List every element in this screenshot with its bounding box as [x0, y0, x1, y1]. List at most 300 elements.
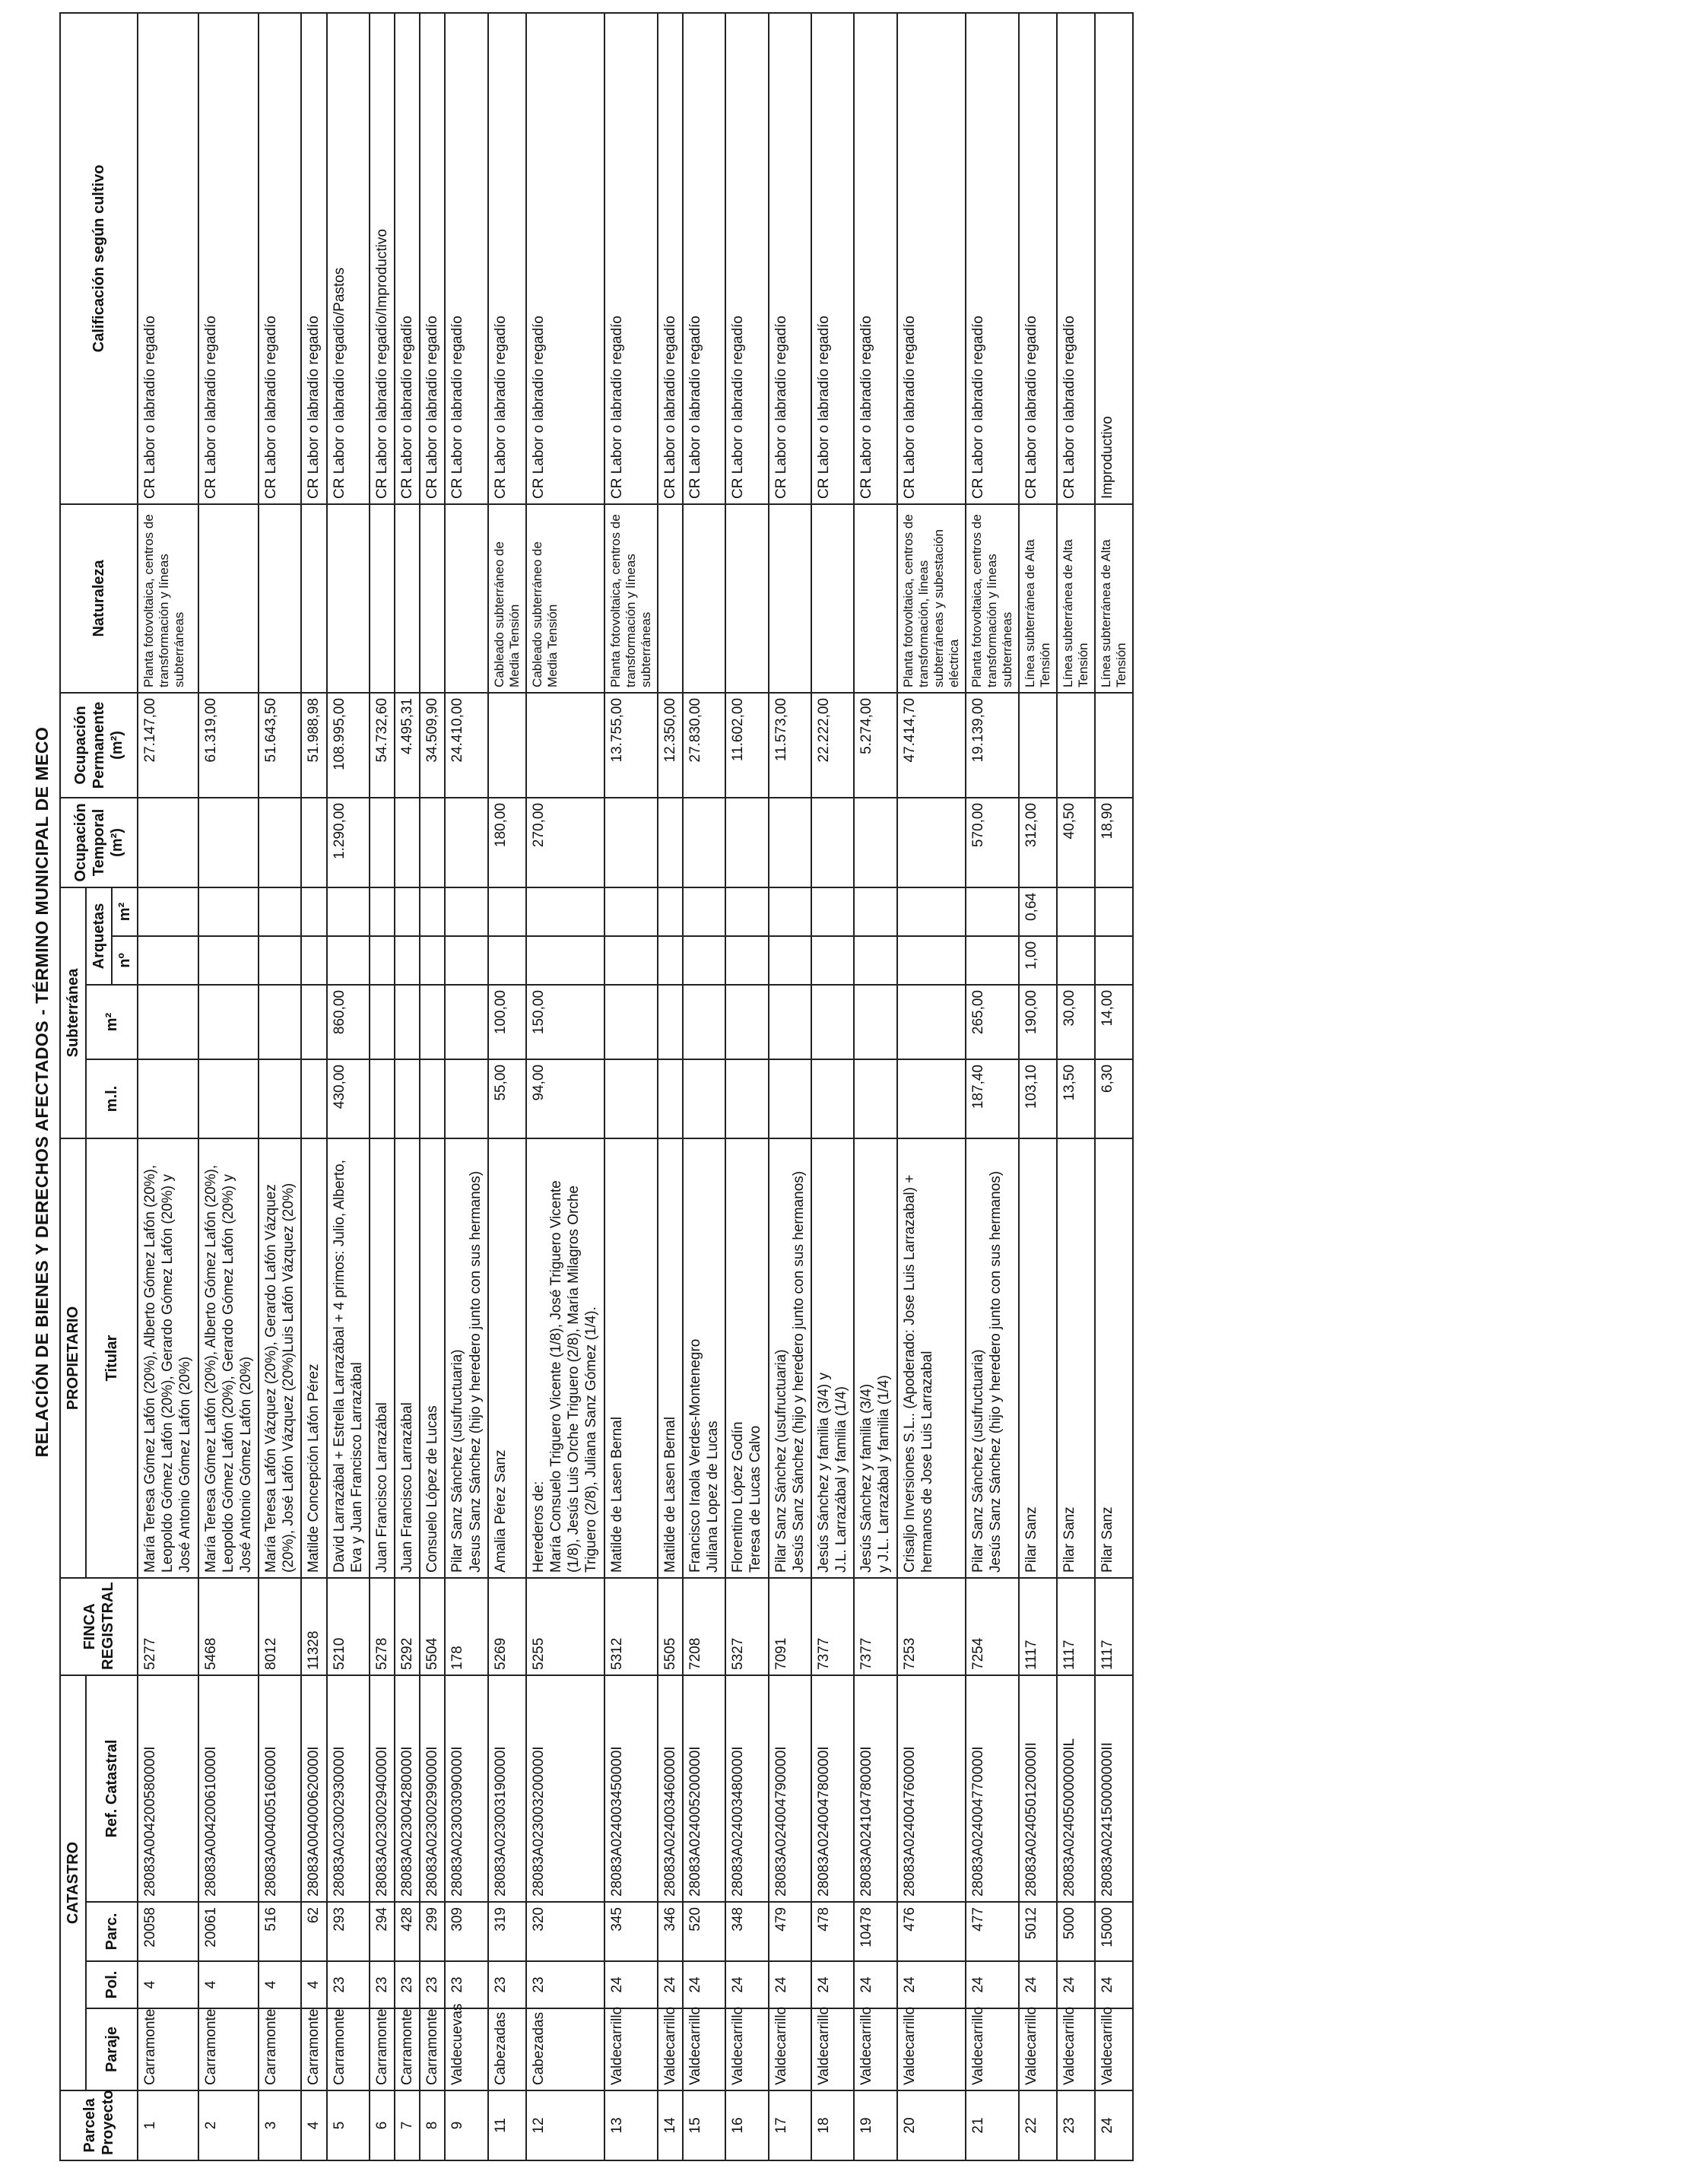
cell-paraje: Carramonte	[420, 2008, 445, 2090]
cell-ref-catastral: 28083A024004770000I	[966, 1675, 1019, 1902]
cell-m2	[395, 985, 420, 1059]
cell-finca-registral: 5468	[198, 1578, 259, 1675]
cell-ocupacion-temporal	[395, 798, 420, 887]
cell-finca-registral: 1117	[1095, 1578, 1133, 1675]
header-ml: m.l.	[86, 1059, 138, 1138]
cell-titular: Juan Francisco Larrazábal	[395, 1138, 420, 1578]
cell-titular: Pilar Sanz Sánchez (usufructuaria) Jesús Sanz Sánchez (hijo y heredero junto con sus hermanos)	[966, 1138, 1019, 1578]
cell-ocupacion-temporal: 40,50	[1057, 798, 1095, 887]
cell-ml: 55,00	[488, 1059, 526, 1138]
cell-arquetas-m2: 0,64	[1019, 887, 1057, 936]
cell-m2	[769, 985, 811, 1059]
cell-ml	[370, 1059, 395, 1138]
cell-parcela: 11	[488, 2090, 526, 2160]
cell-finca-registral: 7208	[683, 1578, 725, 1675]
cell-pol: 23	[488, 1961, 526, 2008]
cell-parc: 309	[445, 1902, 487, 1961]
cell-m2: 190,00	[1019, 985, 1057, 1059]
cell-parc: 20058	[138, 1902, 198, 1961]
cell-calificacion: CR Labor o labradío regadío	[725, 13, 768, 504]
cell-ocupacion-temporal	[138, 798, 198, 887]
header-ref-catastral: Ref. Catastral	[86, 1675, 138, 1902]
cell-ref-catastral: 28083A023002990000I	[420, 1675, 445, 1902]
cell-ml	[897, 1059, 966, 1138]
cell-arquetas-m2	[658, 887, 683, 936]
table-row	[854, 13, 896, 2160]
cell-parcela: 3	[259, 2090, 301, 2160]
cell-parcela: 2	[198, 2090, 259, 2160]
cell-finca-registral: 1117	[1019, 1578, 1057, 1675]
cell-ml	[259, 1059, 301, 1138]
cell-arquetas-numero	[897, 936, 966, 985]
cell-naturaleza: Planta fotovoltaica, centros de transformación y líneas subterráneas	[138, 504, 198, 693]
cell-ocupacion-temporal	[658, 798, 683, 887]
cell-parcela: 22	[1019, 2090, 1057, 2160]
cell-paraje: Valdecarrillo	[769, 2008, 811, 2090]
table-row	[327, 13, 370, 2160]
cell-paraje: Valdecarrillo	[811, 2008, 854, 2090]
cell-ocupacion-temporal	[811, 798, 854, 887]
cell-ocupacion-temporal	[604, 798, 658, 887]
cell-pol: 24	[966, 1961, 1019, 2008]
cell-ml: 6,30	[1095, 1059, 1133, 1138]
cell-arquetas-m2	[1057, 887, 1095, 936]
cell-naturaleza	[811, 504, 854, 693]
cell-pol: 23	[445, 1961, 487, 2008]
cell-parcela: 1	[138, 2090, 198, 2160]
cell-ocupacion-permanente	[526, 693, 604, 798]
cell-arquetas-m2	[488, 887, 526, 936]
cell-calificacion: CR Labor o labradío regadío	[488, 13, 526, 504]
cell-ml	[198, 1059, 259, 1138]
cell-parc: 319	[488, 1902, 526, 1961]
cell-ocupacion-permanente: 47.414,70	[897, 693, 966, 798]
cell-naturaleza: Planta fotovoltaica, centros de transformación y líneas subterráneas	[966, 504, 1019, 693]
cell-arquetas-numero	[198, 936, 259, 985]
cell-parc: 478	[811, 1902, 854, 1961]
cell-ocupacion-permanente: 13.755,00	[604, 693, 658, 798]
cell-calificacion: Improductivo	[1095, 13, 1133, 504]
cell-calificacion: CR Labor o labradío regadío	[658, 13, 683, 504]
cell-finca-registral: 5278	[370, 1578, 395, 1675]
table-row	[725, 13, 768, 2160]
cell-arquetas-numero	[854, 936, 896, 985]
cell-ocupacion-temporal: 312,00	[1019, 798, 1057, 887]
cell-finca-registral: 5312	[604, 1578, 658, 1675]
cell-ocupacion-permanente	[1019, 693, 1057, 798]
cell-parc: 516	[259, 1902, 301, 1961]
cell-ocupacion-temporal: 270,00	[526, 798, 604, 887]
cell-paraje: Valdecarrillo	[1019, 2008, 1057, 2090]
cell-pol: 24	[604, 1961, 658, 2008]
cell-parc: 62	[301, 1902, 326, 1961]
header-parcela-proyecto: Parcela Proyecto	[60, 2090, 138, 2160]
cell-parcela: 8	[420, 2090, 445, 2160]
cell-ml: 187,40	[966, 1059, 1019, 1138]
cell-m2	[658, 985, 683, 1059]
cell-ocupacion-temporal	[854, 798, 896, 887]
cell-calificacion: CR Labor o labradío regadío	[966, 13, 1019, 504]
cell-ocupacion-temporal	[301, 798, 326, 887]
cell-arquetas-m2	[445, 887, 487, 936]
cell-paraje: Valdecuevas	[445, 2008, 487, 2090]
table-row	[301, 13, 326, 2160]
cell-paraje: Valdecarrillo	[604, 2008, 658, 2090]
cell-calificacion: CR Labor o labradío regadío	[811, 13, 854, 504]
cell-calificacion: CR Labor o labradío regadío	[897, 13, 966, 504]
cell-parc: 320	[526, 1902, 604, 1961]
header-ocupacion-permanente: Ocupación Permanente (m²)	[60, 693, 138, 798]
cell-ocupacion-permanente	[488, 693, 526, 798]
cell-ocupacion-temporal	[420, 798, 445, 887]
header-finca-registral: FINCA REGISTRAL	[60, 1578, 138, 1675]
cell-ocupacion-permanente: 5.274,00	[854, 693, 896, 798]
cell-paraje: Valdecarrillo	[854, 2008, 896, 2090]
table-row	[966, 13, 1019, 2160]
cell-calificacion: CR Labor o labradío regadío	[854, 13, 896, 504]
cell-calificacion: CR Labor o labradío regadío	[395, 13, 420, 504]
cell-m2: 860,00	[327, 985, 370, 1059]
cell-finca-registral: 178	[445, 1578, 487, 1675]
cell-arquetas-numero	[259, 936, 301, 985]
cell-naturaleza: Línea subterránea de Alta Tensión	[1095, 504, 1133, 693]
cell-parcela: 17	[769, 2090, 811, 2160]
cell-ocupacion-permanente: 11.602,00	[725, 693, 768, 798]
cell-arquetas-m2	[370, 887, 395, 936]
cell-ocupacion-permanente: 27.147,00	[138, 693, 198, 798]
cell-titular: Pilar Sanz Sánchez (usufructuaria) Jesus Sanz Sánchez (hijo y heredero junto con sus hermanos)	[445, 1138, 487, 1578]
table-row	[370, 13, 395, 2160]
cell-arquetas-numero	[420, 936, 445, 985]
cell-ref-catastral: 28083A024004780000I	[811, 1675, 854, 1902]
cell-m2: 150,00	[526, 985, 604, 1059]
table-row	[488, 13, 526, 2160]
cell-titular: David Larrazábal + Estrella Larrazábal + 4 primos: Julio, Alberto, Eva y Juan Francisco Larrazábal	[327, 1138, 370, 1578]
cell-m2	[897, 985, 966, 1059]
cell-m2	[811, 985, 854, 1059]
cell-parcela: 13	[604, 2090, 658, 2160]
table-row	[198, 13, 259, 2160]
cell-ml: 94,00	[526, 1059, 604, 1138]
cell-pol: 24	[854, 1961, 896, 2008]
cell-naturaleza	[658, 504, 683, 693]
cell-titular: Matilde Concepción Lafón Pérez	[301, 1138, 326, 1578]
cell-naturaleza: Línea subterránea de Alta Tensión	[1057, 504, 1095, 693]
cell-ocupacion-temporal	[769, 798, 811, 887]
cell-paraje: Valdecarrillo	[658, 2008, 683, 2090]
cell-pol: 4	[138, 1961, 198, 2008]
cell-parcela: 6	[370, 2090, 395, 2160]
cell-ref-catastral: 28083A004000620000I	[301, 1675, 326, 1902]
cell-parc: 293	[327, 1902, 370, 1961]
cell-ocupacion-permanente: 12.350,00	[658, 693, 683, 798]
cell-paraje: Carramonte	[327, 2008, 370, 2090]
cell-naturaleza	[259, 504, 301, 693]
cell-ref-catastral: 28083A023003090000I	[445, 1675, 487, 1902]
cell-paraje: Carramonte	[370, 2008, 395, 2090]
cell-ocupacion-permanente: 54.732,60	[370, 693, 395, 798]
table-row	[259, 13, 301, 2160]
cell-arquetas-m2	[526, 887, 604, 936]
cell-calificacion: CR Labor o labradío regadío	[259, 13, 301, 504]
cell-arquetas-numero	[445, 936, 487, 985]
cell-ml	[301, 1059, 326, 1138]
cell-ocupacion-temporal	[897, 798, 966, 887]
cell-arquetas-numero	[395, 936, 420, 985]
table-row	[897, 13, 966, 2160]
cell-finca-registral: 5504	[420, 1578, 445, 1675]
cell-m2	[198, 985, 259, 1059]
cell-arquetas-numero	[488, 936, 526, 985]
cell-arquetas-numero	[604, 936, 658, 985]
cell-finca-registral: 5277	[138, 1578, 198, 1675]
cell-calificacion: CR Labor o labradío regadío	[301, 13, 326, 504]
cell-ocupacion-permanente: 19.139,00	[966, 693, 1019, 798]
cell-m2	[725, 985, 768, 1059]
table-row	[420, 13, 445, 2160]
cell-ml	[445, 1059, 487, 1138]
cell-ocupacion-temporal	[725, 798, 768, 887]
cell-naturaleza	[420, 504, 445, 693]
cell-arquetas-numero	[138, 936, 198, 985]
cell-naturaleza: Planta fotovoltaica, centros de transformación, líneas subterráneas y subestación eléctrica	[897, 504, 966, 693]
cell-pol: 24	[683, 1961, 725, 2008]
cell-ref-catastral: 28083A024005200000I	[683, 1675, 725, 1902]
table-row	[395, 13, 420, 2160]
table-row	[138, 13, 198, 2160]
cell-arquetas-m2	[725, 887, 768, 936]
cell-parcela: 23	[1057, 2090, 1095, 2160]
header-paraje: Paraje	[86, 2008, 138, 2090]
cell-ocupacion-permanente: 11.573,00	[769, 693, 811, 798]
cell-naturaleza: Planta fotovoltaica, centros de transformación y líneas subterráneas	[604, 504, 658, 693]
cell-arquetas-numero	[370, 936, 395, 985]
cell-titular: Herederos de: María Consuelo Triguero Vicente (1/8), José Triguero Vicente (1/8), Jesús Luis Orche Triguero (2/8), María Milagros Orche Triguero (2/8), Juliana Sanz Gómez (1/4).	[526, 1138, 604, 1578]
cell-finca-registral: 5327	[725, 1578, 768, 1675]
cell-finca-registral: 8012	[259, 1578, 301, 1675]
cell-titular: Matilde de Lasen Bernal	[658, 1138, 683, 1578]
cell-pol: 24	[811, 1961, 854, 2008]
cell-titular: Consuelo López de Lucas	[420, 1138, 445, 1578]
header-arquetas: Arquetas	[86, 887, 112, 985]
cell-arquetas-numero	[658, 936, 683, 985]
cell-m2	[683, 985, 725, 1059]
cell-parcela: 5	[327, 2090, 370, 2160]
cell-naturaleza: Línea subterránea de Alta Tensión	[1019, 504, 1057, 693]
cell-ml	[420, 1059, 445, 1138]
cell-naturaleza	[370, 504, 395, 693]
cell-calificacion: CR Labor o labradío regadío	[445, 13, 487, 504]
cell-ref-catastral: 28083A024004760000I	[897, 1675, 966, 1902]
cell-paraje: Carramonte	[395, 2008, 420, 2090]
cell-calificacion: CR Labor o labradío regadío	[138, 13, 198, 504]
cell-parcela: 16	[725, 2090, 768, 2160]
cell-ml	[604, 1059, 658, 1138]
cell-naturaleza	[683, 504, 725, 693]
cell-arquetas-numero: 1,00	[1019, 936, 1057, 985]
page-title: RELACIÓN DE BIENES Y DERECHOS AFECTADOS - TÉRMINO MUNICIPAL DE MECO	[32, 726, 52, 1458]
cell-parc: 5012	[1019, 1902, 1057, 1961]
cell-arquetas-numero	[811, 936, 854, 985]
cell-parcela: 15	[683, 2090, 725, 2160]
cell-arquetas-m2	[897, 887, 966, 936]
cell-ref-catastral: 28083A023004280000I	[395, 1675, 420, 1902]
table-row	[811, 13, 854, 2160]
cell-ref-catastral: 28083A004200580000I	[138, 1675, 198, 1902]
cell-paraje: Valdecarrillo	[966, 2008, 1019, 2090]
cell-naturaleza	[301, 504, 326, 693]
cell-parc: 15000	[1095, 1902, 1133, 1961]
cell-ref-catastral: 28083A004005160000I	[259, 1675, 301, 1902]
cell-arquetas-m2	[327, 887, 370, 936]
table-row	[604, 13, 658, 2160]
cell-paraje: Valdecarrillo	[725, 2008, 768, 2090]
cell-arquetas-numero	[526, 936, 604, 985]
cell-ml	[854, 1059, 896, 1138]
cell-arquetas-numero	[725, 936, 768, 985]
cell-parc: 477	[966, 1902, 1019, 1961]
cell-ocupacion-permanente: 22.222,00	[811, 693, 854, 798]
cell-arquetas-numero	[683, 936, 725, 985]
cell-paraje: Carramonte	[259, 2008, 301, 2090]
cell-ref-catastral: 28083A024003460000I	[658, 1675, 683, 1902]
header-parc: Parc.	[86, 1902, 138, 1961]
cell-m2	[854, 985, 896, 1059]
cell-paraje: Carramonte	[138, 2008, 198, 2090]
cell-arquetas-m2	[769, 887, 811, 936]
cell-m2: 14,00	[1095, 985, 1133, 1059]
cell-arquetas-numero	[301, 936, 326, 985]
table-row	[769, 13, 811, 2160]
cell-titular: Pilar Sanz Sánchez (usufructuaria) Jesús Sanz Sánchez (hijo y heredero junto con sus hermanos)	[769, 1138, 811, 1578]
cell-parcela: 21	[966, 2090, 1019, 2160]
header-arquetas-m2: m²	[112, 887, 138, 936]
cell-titular: Pilar Sanz	[1057, 1138, 1095, 1578]
cell-naturaleza	[395, 504, 420, 693]
cell-m2	[445, 985, 487, 1059]
cell-calificacion: CR Labor o labradío regadío	[604, 13, 658, 504]
cell-finca-registral: 5269	[488, 1578, 526, 1675]
cell-ocupacion-permanente	[1057, 693, 1095, 798]
cell-ocupacion-permanente	[1095, 693, 1133, 798]
cell-ocupacion-temporal	[370, 798, 395, 887]
cell-pol: 24	[769, 1961, 811, 2008]
cell-parcela: 12	[526, 2090, 604, 2160]
cell-calificacion: CR Labor o labradío regadío	[198, 13, 259, 504]
header-calificacion: Calificación según cultivo	[60, 13, 138, 504]
cell-parcela: 24	[1095, 2090, 1133, 2160]
cell-pol: 23	[327, 1961, 370, 2008]
cell-ocupacion-temporal: 1.290,00	[327, 798, 370, 887]
cell-ml: 13,50	[1057, 1059, 1095, 1138]
cell-ml	[138, 1059, 198, 1138]
cell-titular: María Teresa Gómez Lafón (20%), Alberto Gómez Lafón (20%), Leopoldo Gómez Lafón (20%), Gerardo Gómez Lafón (20%) y José Antonio Gómez Lafón (20%)	[198, 1138, 259, 1578]
cell-ml	[658, 1059, 683, 1138]
cell-ocupacion-temporal: 180,00	[488, 798, 526, 887]
cell-parcela: 19	[854, 2090, 896, 2160]
cell-ref-catastral: 28083A024150000000II	[1095, 1675, 1133, 1902]
cell-parc: 10478	[854, 1902, 896, 1961]
table-row	[1019, 13, 1057, 2160]
cell-parcela: 20	[897, 2090, 966, 2160]
cell-ref-catastral: 28083A023002930000I	[327, 1675, 370, 1902]
cell-ml	[769, 1059, 811, 1138]
cell-ref-catastral: 28083A023002940000I	[370, 1675, 395, 1902]
cell-ocupacion-temporal	[198, 798, 259, 887]
cell-parc: 346	[658, 1902, 683, 1961]
cell-arquetas-numero	[769, 936, 811, 985]
cell-naturaleza	[769, 504, 811, 693]
cell-arquetas-m2	[198, 887, 259, 936]
cell-naturaleza: Cableado subterráneo de Media Tensión	[526, 504, 604, 693]
cell-arquetas-m2	[301, 887, 326, 936]
cell-ocupacion-temporal	[259, 798, 301, 887]
table-container	[59, 12, 1134, 2161]
cell-ocupacion-permanente: 61.319,00	[198, 693, 259, 798]
cell-naturaleza	[725, 504, 768, 693]
cell-arquetas-m2	[420, 887, 445, 936]
header-propietario: PROPIETARIO	[60, 1138, 86, 1578]
cell-parcela: 9	[445, 2090, 487, 2160]
cell-ocupacion-permanente: 27.830,00	[683, 693, 725, 798]
cell-calificacion: CR Labor o labradío regadío	[526, 13, 604, 504]
cell-ref-catastral: 28083A024050120000II	[1019, 1675, 1057, 1902]
cell-ref-catastral: 28083A023003190000I	[488, 1675, 526, 1902]
cell-titular: Juan Francisco Larrazábal	[370, 1138, 395, 1578]
cell-arquetas-m2	[854, 887, 896, 936]
cell-parcela: 14	[658, 2090, 683, 2160]
cell-parc: 5000	[1057, 1902, 1095, 1961]
cell-ocupacion-temporal: 570,00	[966, 798, 1019, 887]
cell-paraje: Valdecarrillo	[897, 2008, 966, 2090]
cell-pol: 23	[526, 1961, 604, 2008]
header-arquetas-numero: nº	[112, 936, 138, 985]
cell-parc: 345	[604, 1902, 658, 1961]
cell-ref-catastral: 28083A023003200000I	[526, 1675, 604, 1902]
cell-ocupacion-permanente: 4.495,31	[395, 693, 420, 798]
cell-pol: 24	[725, 1961, 768, 2008]
cell-ocupacion-temporal: 18,90	[1095, 798, 1133, 887]
cell-ml	[725, 1059, 768, 1138]
cell-parc: 294	[370, 1902, 395, 1961]
cell-naturaleza	[445, 504, 487, 693]
table-row	[445, 13, 487, 2160]
cell-paraje: Carramonte	[198, 2008, 259, 2090]
cell-ref-catastral: 28083A024003450000I	[604, 1675, 658, 1902]
affected-properties-table	[59, 12, 1134, 2161]
cell-parc: 476	[897, 1902, 966, 1961]
cell-arquetas-m2	[1095, 887, 1133, 936]
cell-titular: Crisaljo Inversiones S.L.. (Apoderado: Jose Luis Larrazabal) + hermanos de Jose Luis Larrazabal	[897, 1138, 966, 1578]
cell-ref-catastral: 28083A024050000000IL	[1057, 1675, 1095, 1902]
cell-paraje: Valdecarrillo	[683, 2008, 725, 2090]
cell-ocupacion-permanente: 34.509,90	[420, 693, 445, 798]
cell-titular: Pilar Sanz	[1019, 1138, 1057, 1578]
cell-pol: 23	[420, 1961, 445, 2008]
cell-calificacion: CR Labor o labradío regadío	[683, 13, 725, 504]
header-catastro: CATASTRO	[60, 1675, 86, 2090]
cell-pol: 4	[301, 1961, 326, 2008]
cell-finca-registral: 7377	[811, 1578, 854, 1675]
cell-arquetas-numero	[327, 936, 370, 985]
cell-arquetas-m2	[683, 887, 725, 936]
cell-m2	[604, 985, 658, 1059]
cell-finca-registral: 5505	[658, 1578, 683, 1675]
header-ocupacion-temporal: Ocupación Temporal (m²)	[60, 798, 138, 887]
cell-ocupacion-temporal	[683, 798, 725, 887]
header-pol: Pol.	[86, 1961, 138, 2008]
cell-m2	[259, 985, 301, 1059]
